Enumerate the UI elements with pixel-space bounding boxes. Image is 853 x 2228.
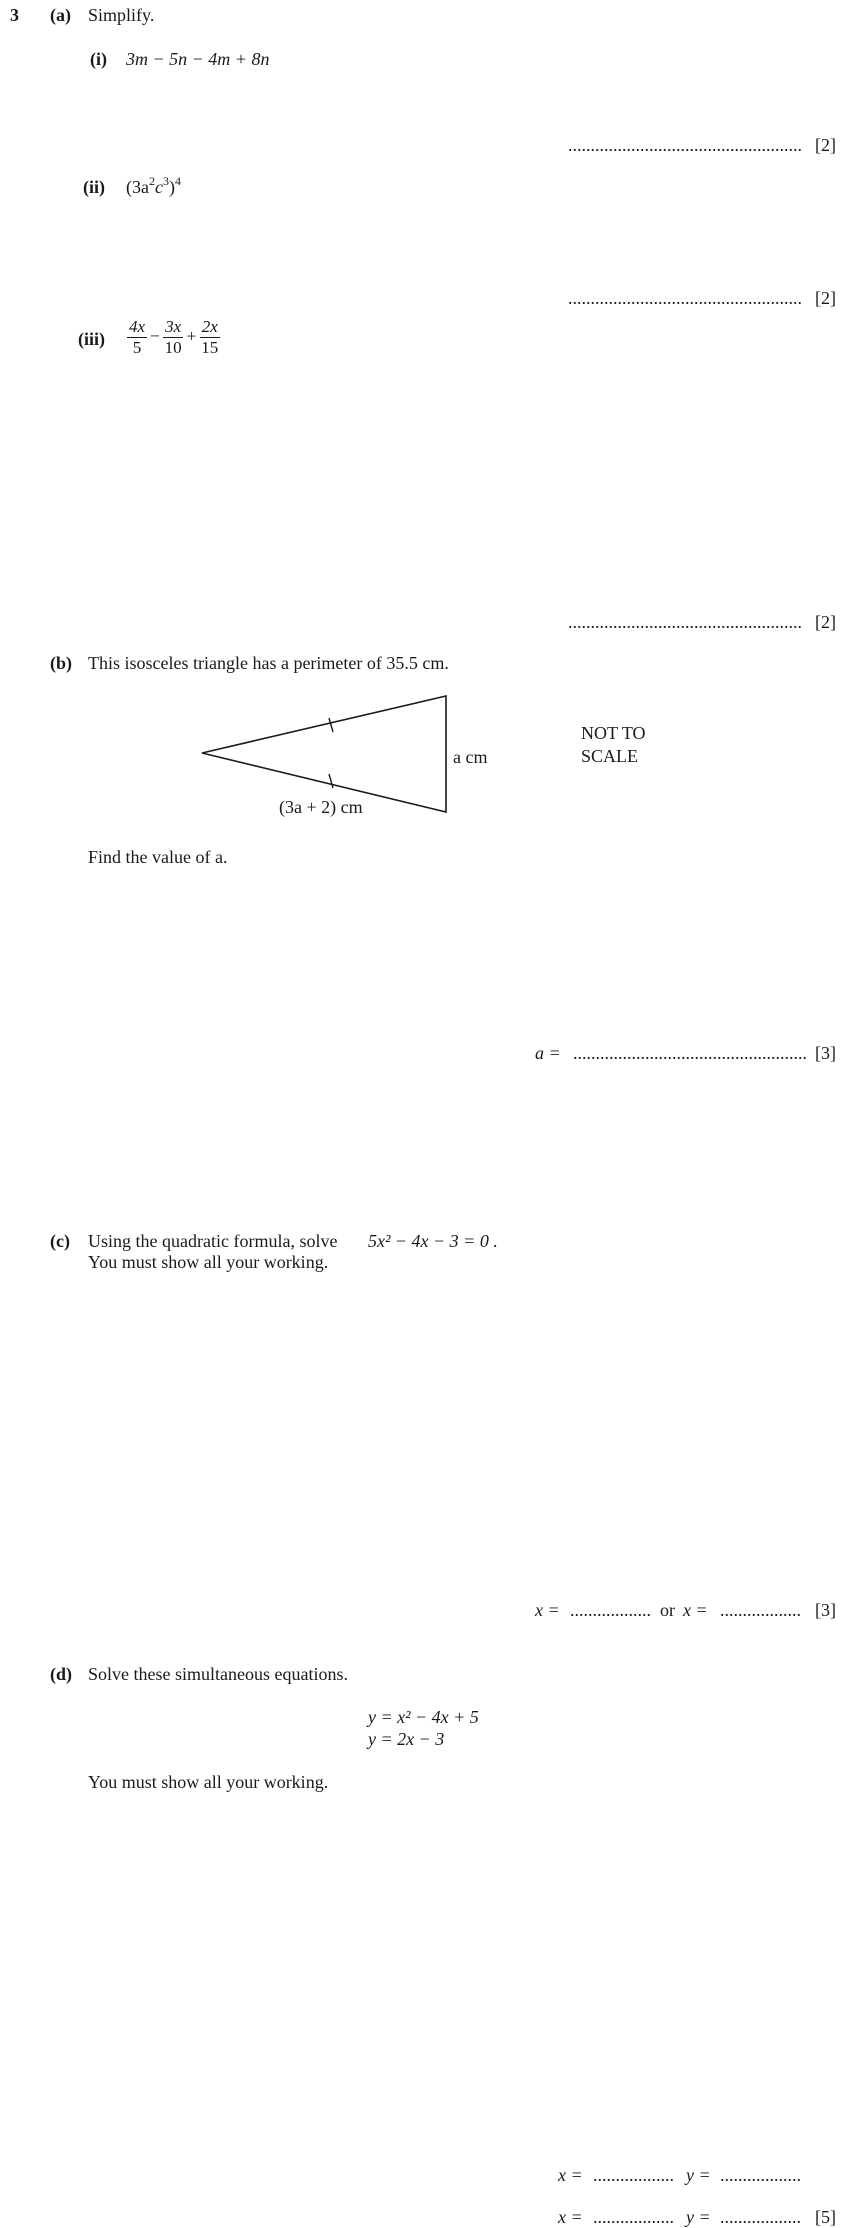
fraction-3 bbox=[199, 318, 220, 357]
fraction-1-numerator: 4x bbox=[129, 317, 146, 336]
part-a-i-marks: [2] bbox=[815, 135, 836, 155]
part-c-equation: 5x² − 4x − 3 = 0 . bbox=[368, 1231, 498, 1251]
question-number: 3 bbox=[10, 5, 19, 25]
part-a-iii-expression bbox=[124, 318, 223, 357]
part-a-i-answer-line[interactable]: .................................................... bbox=[568, 135, 802, 155]
part-d-row2-x-line[interactable]: .................. bbox=[593, 2207, 674, 2227]
part-b-statement: This isosceles triangle has a perimeter of 35.5 cm. bbox=[88, 653, 449, 673]
part-b-label: (b) bbox=[50, 653, 72, 673]
part-b-marks: [3] bbox=[815, 1043, 836, 1063]
part-d-label: (d) bbox=[50, 1664, 72, 1684]
fraction-1 bbox=[127, 318, 147, 357]
ii-exp-a: 2 bbox=[148, 174, 155, 188]
fraction-2-numerator: 3x bbox=[165, 317, 182, 336]
ii-exp-c: 3 bbox=[162, 174, 169, 188]
side-label-long: (3a + 2) cm bbox=[279, 797, 363, 817]
part-d-row2-x-label: x = bbox=[558, 2207, 583, 2227]
part-a-iii-marks: [2] bbox=[815, 612, 836, 632]
part-a-label: (a) bbox=[50, 5, 71, 25]
part-a-ii-marks: [2] bbox=[815, 288, 836, 308]
part-b-prompt: Find the value of a. bbox=[88, 847, 228, 867]
part-c-working-note: You must show all your working. bbox=[88, 1252, 329, 1272]
part-c-label: (c) bbox=[50, 1231, 70, 1251]
part-a-i-label: (i) bbox=[90, 49, 107, 69]
operator-plus: + bbox=[186, 326, 197, 346]
part-d-row2-y-label: y = bbox=[686, 2207, 711, 2227]
part-d-row1-x-line[interactable]: .................. bbox=[593, 2165, 674, 2185]
side-label-a: a cm bbox=[453, 747, 488, 767]
fraction-3-denominator: 15 bbox=[201, 337, 219, 357]
fraction-3-numerator: 2x bbox=[201, 317, 218, 336]
part-d-row1-y-label: y = bbox=[686, 2165, 711, 2185]
fraction-2-denominator: 10 bbox=[164, 337, 182, 357]
part-c-answer-x1-label: x = bbox=[535, 1600, 560, 1620]
part-a-iii-answer-line[interactable]: .................................................... bbox=[568, 612, 802, 632]
part-a-ii-label: (ii) bbox=[83, 177, 105, 197]
equal-side-tick-lower bbox=[329, 774, 333, 788]
not-to-scale-line-2: SCALE bbox=[581, 745, 639, 766]
part-d-equation-1: y = x² − 4x + 5 bbox=[368, 1707, 479, 1727]
ii-c: c bbox=[154, 177, 163, 197]
part-d-marks: [5] bbox=[815, 2207, 836, 2227]
part-d-equation-2: y = 2x − 3 bbox=[368, 1729, 445, 1749]
part-a-iii-label: (iii) bbox=[78, 329, 105, 349]
part-a-instruction: Simplify. bbox=[88, 5, 155, 25]
part-d-row1-x-label: x = bbox=[558, 2165, 583, 2185]
fraction-2 bbox=[163, 318, 184, 357]
not-to-scale-note bbox=[581, 722, 646, 767]
part-c-marks: [3] bbox=[815, 1600, 836, 1620]
equal-side-tick-upper bbox=[329, 718, 333, 732]
ii-close: ) bbox=[168, 177, 175, 197]
not-to-scale-line-1: NOT TO bbox=[581, 723, 646, 743]
part-d-working-note: You must show all your working. bbox=[88, 1772, 329, 1792]
ii-base: (3a bbox=[126, 177, 149, 197]
part-d-row1-y-line[interactable]: .................. bbox=[720, 2165, 801, 2185]
part-a-i-expression: 3m − 5n − 4m + 8n bbox=[126, 49, 270, 69]
part-c-answer-x2-label: x = bbox=[683, 1600, 708, 1620]
part-a-ii-answer-line[interactable]: .................................................... bbox=[568, 288, 802, 308]
part-b-answer-prefix: a = bbox=[535, 1043, 561, 1063]
part-c-statement: Using the quadratic formula, solve bbox=[88, 1231, 338, 1251]
part-c-or: or bbox=[660, 1600, 675, 1620]
operator-minus: − bbox=[150, 326, 160, 346]
ii-outer-exp: 4 bbox=[174, 174, 181, 188]
part-b-answer-line[interactable]: .................................................... bbox=[573, 1043, 807, 1063]
triangle-edges bbox=[202, 696, 446, 812]
part-c-answer-x1-line[interactable]: .................. bbox=[570, 1600, 651, 1620]
part-d-statement: Solve these simultaneous equations. bbox=[88, 1664, 348, 1684]
part-c-answer-x2-line[interactable]: .................. bbox=[720, 1600, 801, 1620]
fraction-1-denominator: 5 bbox=[132, 337, 142, 357]
part-a-ii-expression bbox=[126, 174, 181, 197]
part-d-row2-y-line[interactable]: .................. bbox=[720, 2207, 801, 2227]
